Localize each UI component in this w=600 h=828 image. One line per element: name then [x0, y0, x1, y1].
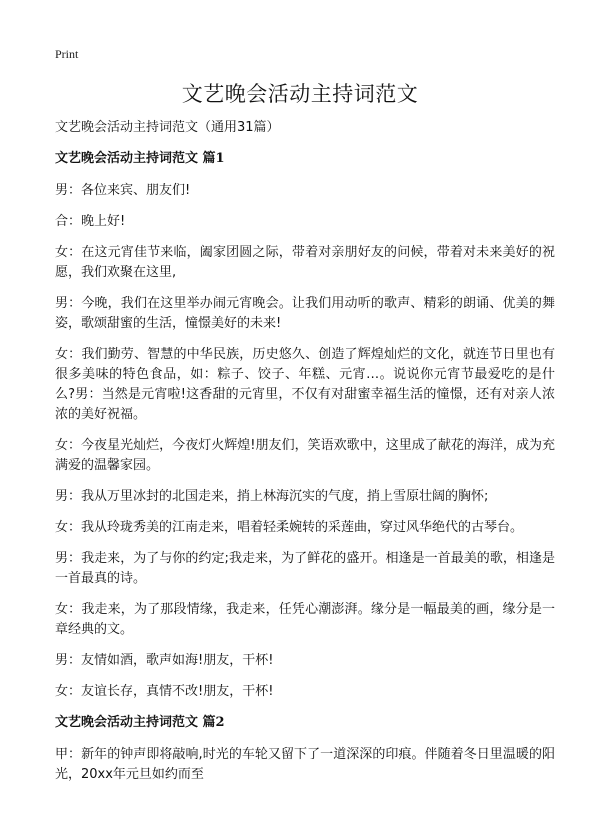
paragraph: 女：我走来，为了那段情缘，我走来，任凭心潮澎湃。缘分是一幅最美的画，缘分是一章经典的文。 — [55, 602, 555, 637]
paragraph: 男：我从万里冰封的北国走来，捎上林海沉实的气度，捎上雪原壮阔的胸怀; — [55, 489, 489, 504]
paragraph: 甲：新年的钟声即将敲响,时光的车轮又留下了一道深深的印痕。伴随着冬日里温暖的阳光，20xx年元旦如约而至 — [55, 747, 555, 782]
print-label: Print — [55, 47, 79, 61]
paragraph: 合：晚上好! — [55, 214, 126, 229]
paragraph: 男：各位来宾、朋友们! — [55, 183, 191, 198]
paragraph: 男：友情如酒，歌声如海!朋友，干杯! — [55, 653, 274, 668]
page-title: 文艺晚会活动主持词范文 — [181, 82, 419, 106]
paragraph: 男：今晚，我们在这里举办闹元宵晚会。让我们用动听的歌声、精彩的朗诵、优美的舞姿，歌颂甜蜜的生活，憧憬美好的未来! — [55, 296, 555, 331]
paragraph: 男：我走来，为了与你的约定;我走来，为了鲜花的盛开。相逢是一首最美的歌，相逢是一首最真的诗。 — [55, 551, 555, 586]
section-heading-1: 文艺晚会活动主持词范文 篇1 — [55, 151, 225, 166]
paragraph: 女：在这元宵佳节来临，阖家团圆之际，带着对亲朋好友的问候，带着对未来美好的祝愿，我们欢聚在这里, — [55, 245, 555, 280]
paragraph: 女：友谊长存，真情不改!朋友，干杯! — [55, 684, 274, 699]
paragraph: 女：我从玲珑秀美的江南走来，唱着轻柔婉转的采莲曲，穿过风华绝代的古琴台。 — [55, 520, 524, 535]
subtitle: 文艺晚会活动主持词范文（通用31篇） — [55, 120, 280, 135]
section-heading-2: 文艺晚会活动主持词范文 篇2 — [55, 715, 225, 730]
document-body — [55, 118, 555, 796]
paragraph: 女：今夜星光灿烂，今夜灯火辉煌!朋友们，笑语欢歌中，这里成了献花的海洋，成为充满爱的温馨家园。 — [55, 438, 555, 473]
paragraph: 女：我们勤劳、智慧的中华民族，历史悠久、创造了辉煌灿烂的文化，就连节日里也有很多美味的特色食品，如：粽子、饺子、年糕、元宵…。说说你元宵节最爱吃的是什么?男：当然是元宵啦!这香甜的元宵里，不仅有对甜蜜幸福生活的憧憬，还有对亲人浓浓的美好祝福。 — [55, 347, 555, 422]
